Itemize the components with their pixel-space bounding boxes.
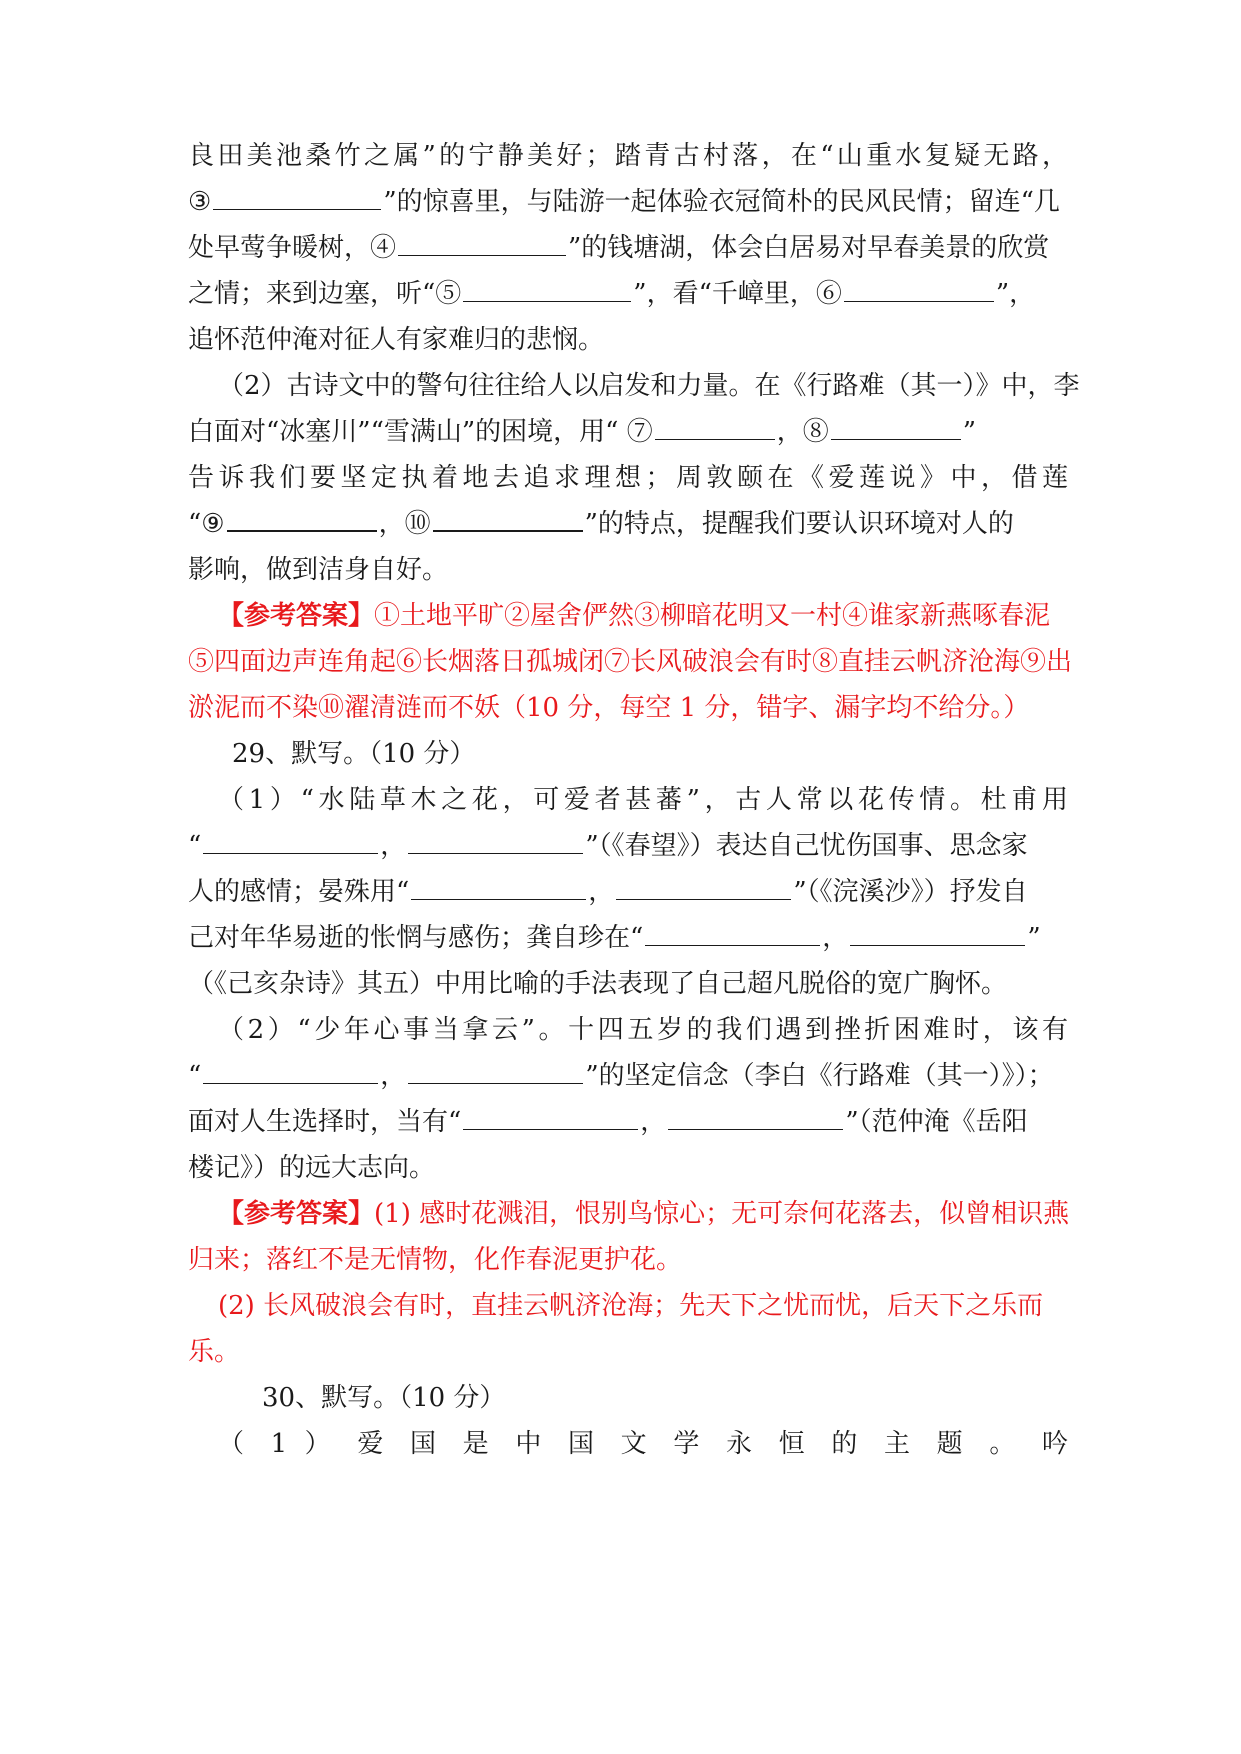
answer-1-line-1: 【参考答案】①土地平旷②屋舍俨然③柳暗花明又一村④谁家新燕啄春泥 (218, 601, 1051, 631)
q29-line-9: 楼记》）的远大志向。 (188, 1153, 436, 1183)
answer-label: 【参考答案】 (218, 601, 375, 631)
blank-6[interactable] (844, 275, 994, 302)
answer-1-line-2: ⑤四面边声连角起⑥长烟落日孤城闭⑦长风破浪会有时⑧直挂云帆济沧海⑨出 (188, 647, 1073, 677)
q29-line-4: 己对年华易逝的怅惘与感伤；龚自珍在“ ， ” (188, 918, 1068, 958)
p2-line-4: “⑨ ，⑩ ”的特点，提醒我们要认识环境对人的 (188, 504, 1068, 544)
blank-29-6[interactable] (850, 919, 1025, 946)
blank-10[interactable] (433, 504, 583, 532)
p2-line-1: （2）古诗文中的警句往往给人以启发和力量。在《行路难（其一）》中，李 (218, 371, 1080, 401)
blank-29-5[interactable] (645, 919, 820, 946)
blank-4[interactable] (398, 229, 566, 256)
q30-line-1: （ 1 ） 爱 国 是 中 国 文 学 永 恒 的 主 题 。 吟 (218, 1429, 1068, 1459)
q29-line-5: （《己亥杂诗》其五）中用比喻的手法表现了自己超凡脱俗的宽广胸怀。 (188, 969, 1008, 999)
p2-line-2: 白面对“冰塞川”“雪满山”的困境，用“ ⑦ ，⑧ ” (188, 412, 1068, 452)
p2-line-5: 影响，做到洁身自好。 (188, 555, 449, 585)
answer-2-line-3: (2) 长风破浪会有时，直挂云帆济沧海；先天下之忧而忧，后天下之乐而 (218, 1291, 1044, 1321)
blank-29-1[interactable] (203, 827, 378, 854)
answer-1-line-3: 淤泥而不染⑩濯清涟而不妖（10 分，每空 1 分，错字、漏字均不给分。） (188, 693, 1030, 723)
q29-line-7: “ ， ”的坚定信念（李白《行路难（其一）》）； (188, 1056, 1068, 1096)
q29-line-8: 面对人生选择时，当有“ ， ”（范仲淹《岳阳 (188, 1102, 1068, 1142)
p1-line-4: 之情；来到边塞，听“⑤ ”，看“千嶂里，⑥ ”， (188, 274, 1068, 314)
p2-line-3: 告诉我们要坚定执着地去追求理想；周敦颐在《爱莲说》中，借莲 (188, 463, 1068, 493)
blank-29-2[interactable] (408, 827, 583, 854)
blank-8[interactable] (831, 413, 961, 440)
answer-label: 【参考答案】 (218, 1199, 375, 1229)
answer-2-line-2: 归来；落红不是无情物，化作春泥更护花。 (188, 1245, 683, 1275)
p1-line-1: 良田美池桑竹之属”的宁静美好；踏青古村落，在“山重水复疑无路， (188, 141, 1068, 171)
blank-29-4[interactable] (616, 873, 791, 900)
blank-5[interactable] (463, 275, 631, 302)
q29-line-2: “ ， ”（《春望》）表达自己忧伤国事、思念家 (188, 826, 1068, 866)
answer-2-line-1: 【参考答案】(1) 感时花溅泪，恨别鸟惊心；无可奈何花落去，似曾相识燕 (218, 1199, 1070, 1229)
blank-7[interactable] (655, 413, 775, 440)
q29-line-6: （2）“少年心事当拿云”。十四五岁的我们遇到挫折困难时，该有 (218, 1015, 1068, 1045)
blank-3[interactable] (213, 183, 381, 210)
q29-line-3: 人的感情；晏殊用“ ， ”（《浣溪沙》）抒发自 (188, 872, 1068, 912)
blank-29-9[interactable] (463, 1103, 638, 1130)
blank-29-8[interactable] (408, 1057, 583, 1084)
question-29-title: 29、默写。（10 分） (232, 739, 476, 769)
p1-line-2: ③ ”的惊喜里，与陆游一起体验衣冠简朴的民风民情；留连“几 (188, 182, 1068, 222)
p1-line-3: 处早莺争暖树，④ ”的钱塘湖，体会白居易对早春美景的欣赏 (188, 228, 1068, 268)
blank-29-7[interactable] (203, 1057, 378, 1084)
blank-29-10[interactable] (668, 1103, 843, 1130)
blank-9[interactable] (227, 504, 377, 532)
blank-29-3[interactable] (411, 873, 586, 900)
p1-line-5: 追怀范仲淹对征人有家难归的悲悯。 (188, 325, 605, 355)
answer-2-line-4: 乐。 (188, 1337, 241, 1367)
q29-line-1: （1）“水陆草木之花，可爱者甚蕃”，古人常以花传情。杜甫用 (218, 785, 1068, 815)
question-30-title: 30、默写。（10 分） (262, 1383, 506, 1413)
